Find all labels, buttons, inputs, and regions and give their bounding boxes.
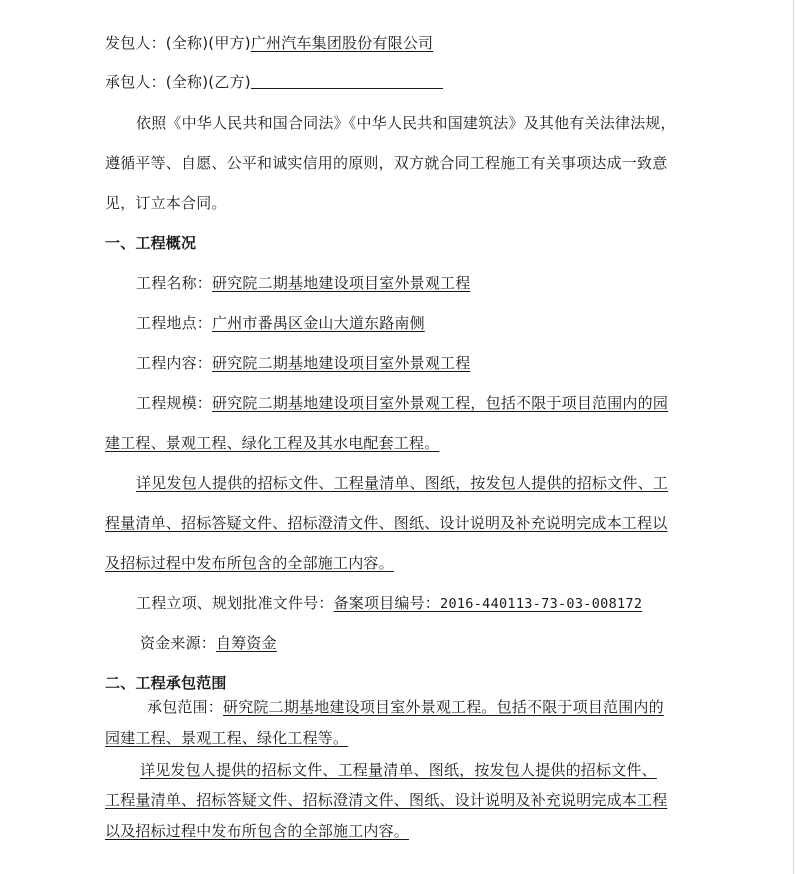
project-location-value: 广州市番禺区金山大道东路南侧: [212, 314, 425, 332]
section-1-heading: 一、工程概况: [105, 234, 197, 252]
party-b-blank: [251, 72, 443, 89]
section-1-detail-line-3: 及招标过程中发布所包含的全部施工内容。: [105, 554, 394, 572]
section-2-heading: 二、工程承包范围: [105, 674, 227, 692]
intro-line-2: 遵循平等、自愿、公平和诚实信用的原则，双方就合同工程施工有关事项达成一致意: [105, 154, 668, 172]
approval-value: [334, 594, 643, 612]
scope-line-1: [147, 697, 664, 717]
approval-value-prefix: 备案项目编号：: [333, 594, 441, 612]
scope-label: 承包范围：: [147, 698, 224, 716]
party-b-label: 承包人：(全称)(乙方): [105, 73, 251, 91]
section-1-detail-line-2: 程量清单、招标答疑文件、招标澄清文件、图纸、设计说明及补充说明完成本工程以: [105, 514, 668, 532]
funding-label: 资金来源：: [140, 634, 217, 652]
project-location-label: 工程地点：: [136, 314, 213, 332]
section-2-detail-line-2: 工程量清单、招标答疑文件、招标澄清文件、图纸、设计说明及补充说明完成本工程: [105, 791, 668, 809]
project-name-value: 研究院二期基地建设项目室外景观工程: [212, 274, 471, 292]
project-location-line: [136, 313, 425, 333]
intro-line-3: 见，订立本合同。: [105, 194, 227, 212]
section-2-detail-line-3: 以及招标过程中发布所包含的全部施工内容。: [105, 822, 410, 840]
intro-line-1: 依照《中华人民共和国合同法》《中华人民共和国建筑法》及其他有关法律法规，: [136, 114, 676, 132]
approval-value-code: 2016-440113-73-03-008172: [440, 596, 643, 612]
project-scale-value-2: 建工程、景观工程、绿化工程及其水电配套工程。: [105, 434, 440, 452]
scope-value-1: 研究院二期基地建设项目室外景观工程。包括不限于项目范围内的: [223, 698, 664, 716]
project-scale-line-1: [136, 393, 668, 413]
party-b-line: [105, 72, 443, 92]
funding-line: [140, 633, 277, 653]
project-scale-value-1: 研究院二期基地建设项目室外景观工程，包括不限于项目范围内的园: [212, 394, 669, 412]
project-content-line: [136, 353, 470, 373]
project-name-label: 工程名称：: [136, 274, 213, 292]
page-right-border: [793, 0, 794, 874]
section-2-detail-line-1: 详见发包人提供的招标文件、工程量清单、图纸，按发包人提供的招标文件、: [140, 761, 657, 779]
party-a-line: [105, 33, 433, 53]
project-content-label: 工程内容：: [136, 354, 213, 372]
project-content-value: 研究院二期基地建设项目室外景观工程: [212, 354, 471, 372]
project-name-line: [136, 273, 470, 293]
party-a-value: 广州汽车集团股份有限公司: [250, 34, 434, 52]
approval-line: [136, 593, 642, 614]
approval-label: 工程立项、规划批准文件号：: [136, 594, 334, 612]
section-1-detail-line-1: 详见发包人提供的招标文件、工程量清单、图纸，按发包人提供的招标文件、工: [136, 474, 669, 492]
scope-value-2: 园建工程、景观工程、绿化工程等。: [105, 729, 349, 747]
party-a-label: 发包人：(全称)(甲方): [105, 34, 251, 52]
project-scale-label: 工程规模：: [136, 394, 213, 412]
funding-value: 自筹资金: [216, 634, 277, 652]
